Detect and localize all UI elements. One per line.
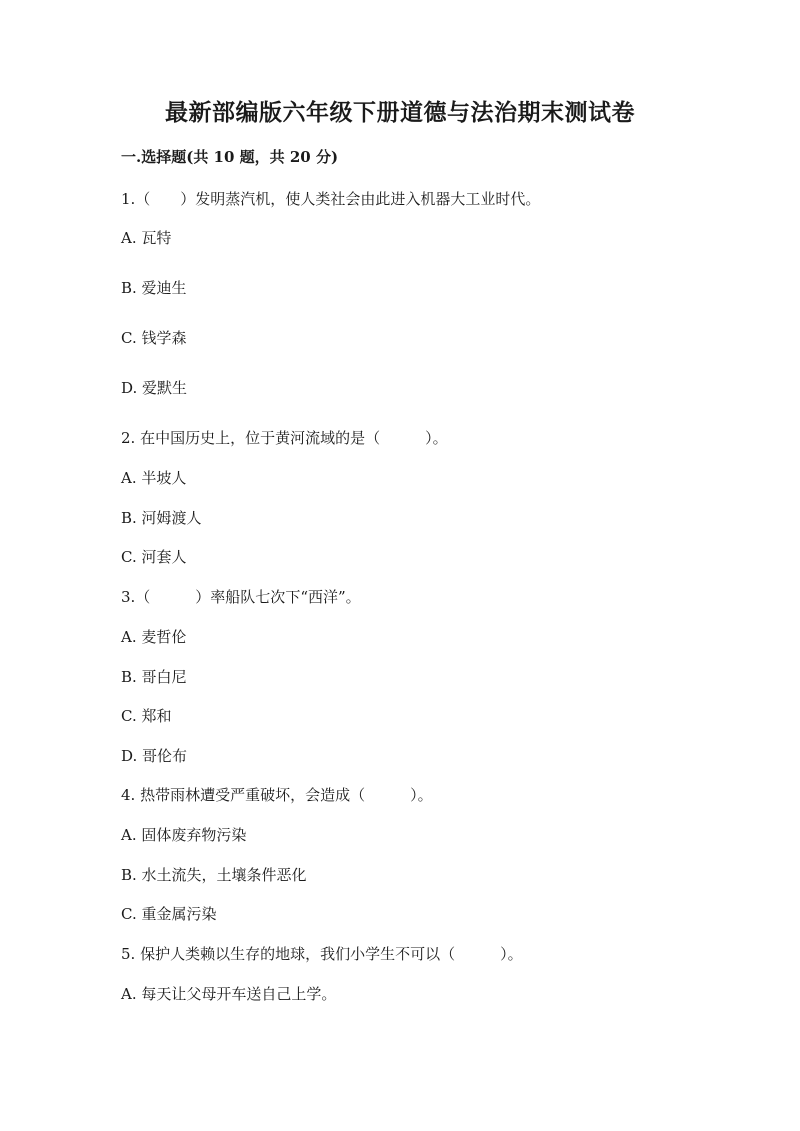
question-3-option-c: C. 郑和 [121,707,172,725]
question-3-stem: 3.（ ）率船队七次下“西洋”。 [121,588,361,606]
question-4-option-b: B. 水土流失，土壤条件恶化 [121,866,307,884]
question-1-stem: 1.（ ）发明蒸汽机，使人类社会由此进入机器大工业时代。 [121,190,541,208]
question-1-option-d: D. 爱默生 [121,379,188,397]
question-2-stem: 2. 在中国历史上，位于黄河流域的是（ ）。 [121,429,448,447]
question-2-option-c: C. 河套人 [121,548,187,566]
question-4-stem: 4. 热带雨林遭受严重破坏，会造成（ ）。 [121,786,433,804]
question-4-option-c: C. 重金属污染 [121,905,217,923]
question-5-option-a: A. 每天让父母开车送自己上学。 [121,985,337,1003]
question-3-option-a: A. 麦哲伦 [121,628,187,646]
question-5-stem: 5. 保护人类赖以生存的地球，我们小学生不可以（ ）。 [121,945,523,963]
question-2-option-a: A. 半坡人 [121,469,187,487]
section-heading: 一.选择题(共 10 题，共 20 分) [121,148,339,166]
question-3-option-b: B. 哥白尼 [121,668,187,686]
question-1-option-b: B. 爱迪生 [121,279,187,297]
question-2-option-b: B. 河姆渡人 [121,509,202,527]
question-4-option-a: A. 固体废弃物污染 [121,826,247,844]
question-3-option-d: D. 哥伦布 [121,747,188,765]
question-1-option-c: C. 钱学森 [121,329,187,347]
page-title: 最新部编版六年级下册道德与法治期末测试卷 [165,99,635,126]
question-1-option-a: A. 瓦特 [121,229,172,247]
